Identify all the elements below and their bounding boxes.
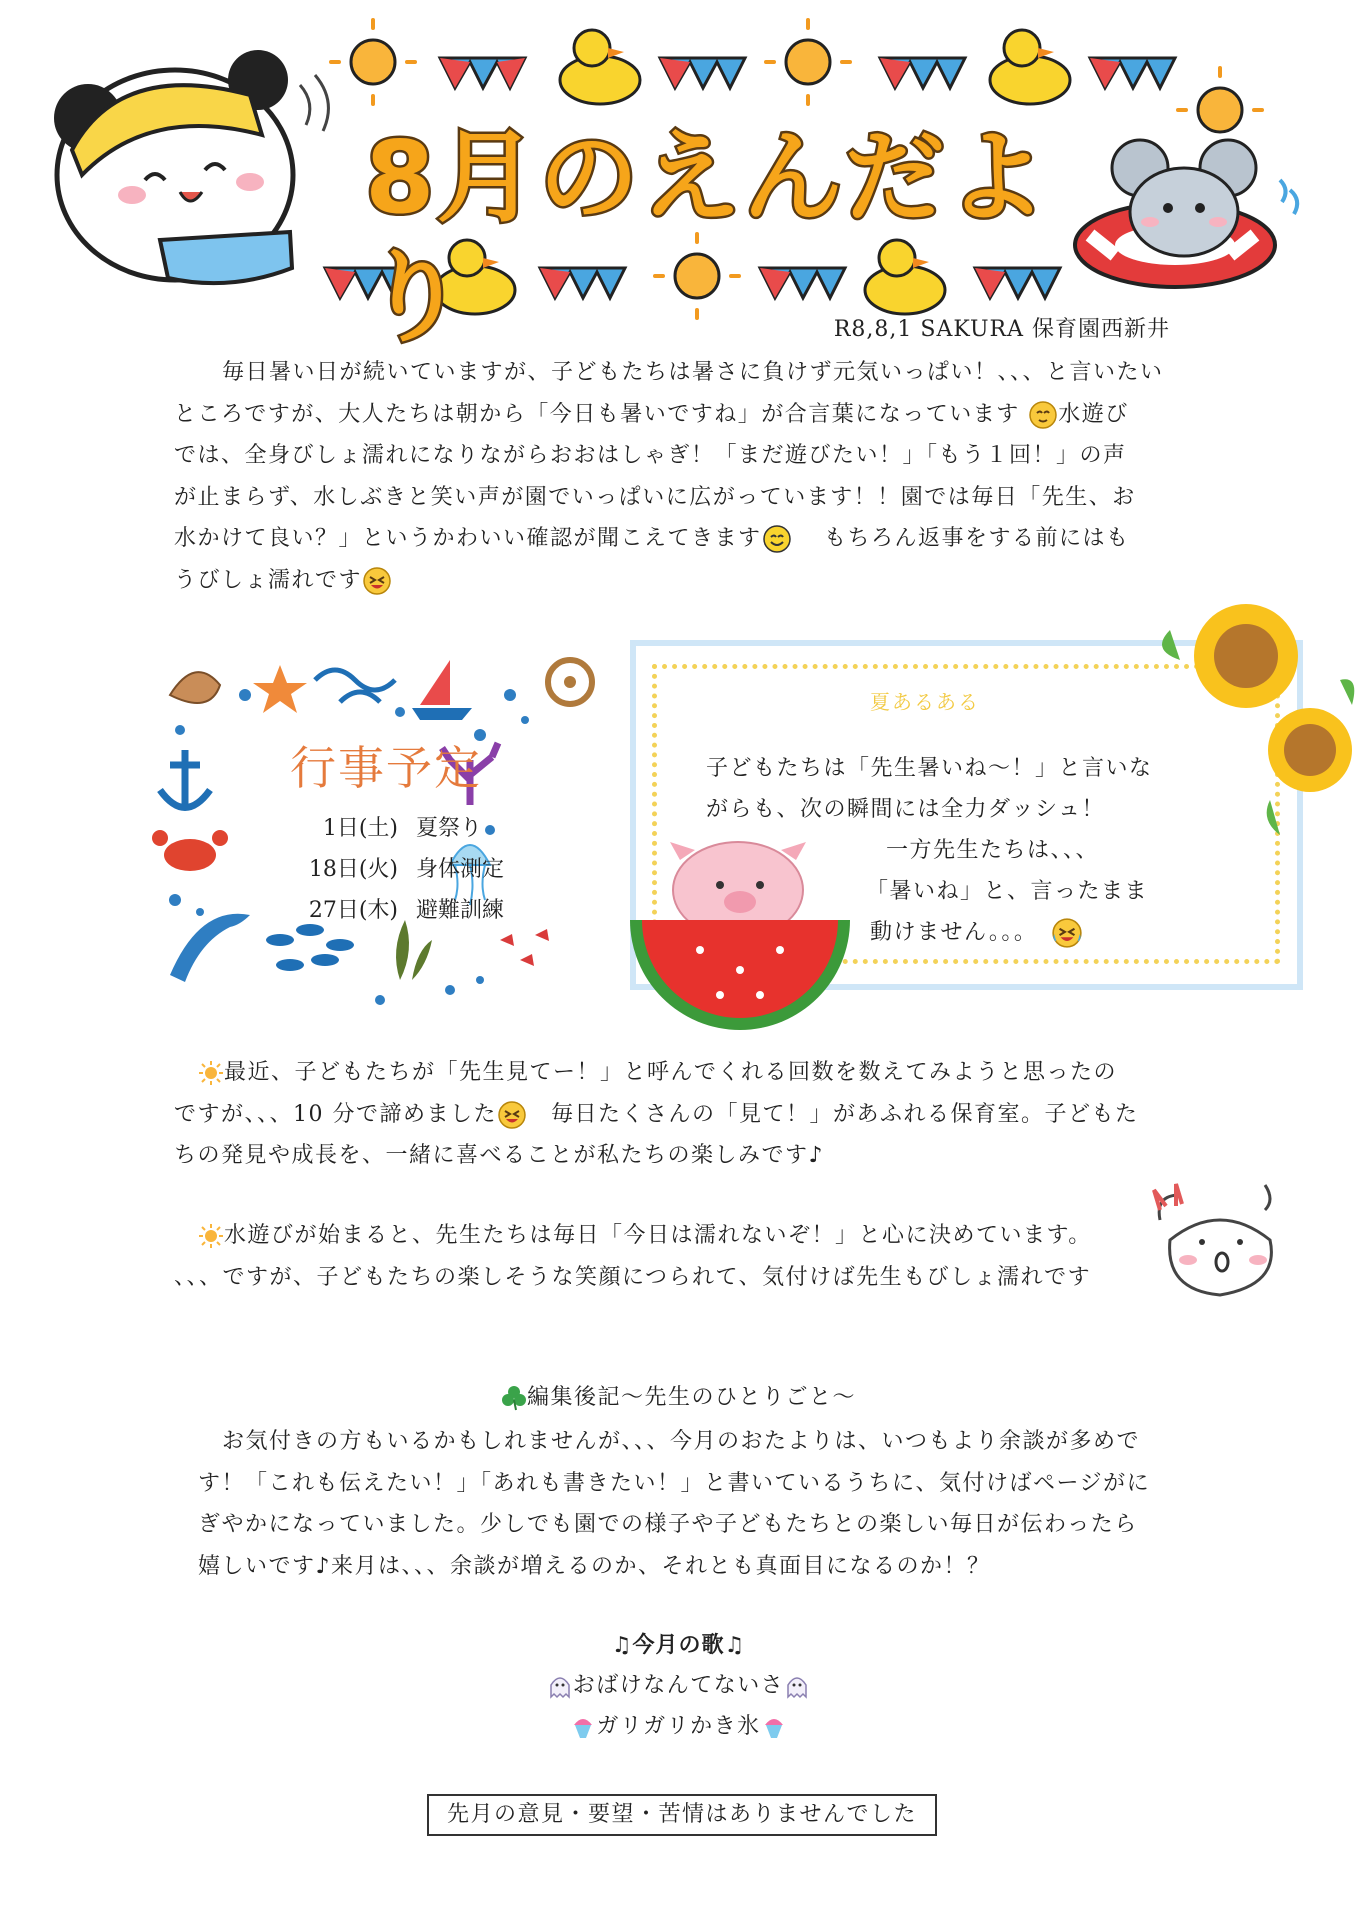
shell-pieces-icon [500,929,549,966]
summer-line: がらも、次の瞬間には全力ダッシュ！ [706,797,1106,822]
tears-of-joy-icon [1051,917,1083,949]
paragraph-water-play [174,1215,1173,1298]
laughing-face-icon [362,566,392,596]
smile-face-icon [762,524,792,554]
para3-line: 水遊びが始まると、先生たちは毎日「今日は濡れないぞ！」と心に決めています。 [224,1223,1092,1248]
song-name: ガリガリかき氷 [596,1714,761,1739]
intro-line: ところですが、大人たちは朝から「今日も暑いですね」が合言葉になっています [174,401,1020,427]
intro-paragraph [174,352,1173,601]
summer-box-title: 夏あるある [870,690,980,714]
summer-line: 子どもたちは「先生暑いね～！」と言いな [706,756,1153,781]
anchor-icon [160,750,210,810]
song-item [0,1709,1357,1740]
para2-line: ちの発見や成長を、一緒に喜べることが私たちの楽しみです♪ [174,1143,825,1168]
shaved-ice-icon [761,1714,787,1740]
sailboat-icon [412,660,472,720]
summer-line: 動けません。。。 [870,920,1038,945]
seashell-icon [170,672,220,703]
tears-of-joy-icon [497,1100,527,1130]
intro-line: では、全身びしょ濡れになりながらおおはしゃぎ！「まだ遊びたい！」「もう１回！」の声 [174,443,1127,468]
afterword-paragraph [198,1421,1173,1587]
sun-bullet-icon [198,1060,224,1086]
event-name: 避難訓練 [416,898,505,923]
ghost-icon [784,1673,810,1699]
event-item [274,890,534,931]
music-note-icon: ♫ [724,1632,746,1658]
sweat-face-icon [1028,400,1058,430]
ship-wheel-icon [548,660,592,704]
para2-line: 最近、子どもたちが「先生見てー！」と呼んでくれる回数を数えてみようと思ったの [224,1060,1118,1085]
intro-line: 水遊び [1058,401,1129,427]
event-item [274,849,534,890]
ghost-icon [547,1673,573,1699]
intro-line: うびしょ濡れです [174,567,363,593]
intro-line: が止まらず、水しぶきと笑い声が園でいっぱいに広がっています！！園では毎日「先生、お [174,484,1136,510]
intro-line: 水かけて良い？」というかわいい確認が聞こえてきます [174,526,762,551]
afterword-line: お気付きの方もいるかもしれませんが、、、今月のおたよりは、いつもより余談が多めで [222,1429,1141,1454]
song-title-text: 今月の歌 [632,1632,725,1658]
song-section-title [0,1628,1357,1659]
crab-icon [152,830,228,871]
starfish-icon [253,665,307,713]
clover-icon [501,1385,527,1411]
panda-mascot-icon [54,50,328,283]
summer-line: 一方先生たちは、、、 [886,838,1100,863]
date-and-school: R8,8,1 SAKURA 保育園西新井 [833,317,1170,342]
para3-line: 、、、ですが、子どもたちの楽しそうな笑顔につられて、気付けば先生もびしょ濡れです [174,1264,1092,1290]
pig-watermelon-icon [620,840,860,1035]
shaved-ice-icon [570,1714,596,1740]
event-name: 身体測定 [416,857,505,882]
event-item [274,808,534,849]
afterword-line: ぎやかになっていました。少しでも園での様子や子どもたちとの楽しい毎日が伝わったら [198,1512,1138,1537]
song-item [0,1668,1357,1699]
summer-line: 「暑いね」と、言ったまま [866,879,1149,904]
afterword-line: 嬉しいです♪来月は、、、余談が増えるのか、それとも真面目になるのか！？ [198,1553,991,1579]
wave-icon [315,670,395,702]
event-date: 27日(木) [308,898,398,923]
music-note-icon: ♫ [611,1632,633,1658]
feedback-notice-box: 先月の意見・要望・苦情はありませんでした [427,1794,937,1836]
event-date: 18日(火) [308,857,398,882]
mouse-swim-ring-icon [1075,140,1297,287]
fish-school-icon [266,924,354,971]
para2-line: ですが、、、10 分で諦めました [174,1101,497,1127]
afterword-title [0,1380,1357,1411]
dolphin-icon [170,914,250,982]
sunflower-icon [1150,600,1357,840]
events-list [274,808,534,931]
afterword-line: す！「これも伝えたい！」「あれも書きたい！」と書いているうちに、気付けばページがに [198,1470,1151,1496]
para2-line: 毎日たくさんの「見て！」があふれる保育室。子どもた [551,1101,1139,1127]
sun-bullet-icon [198,1223,224,1249]
intro-line: もちろん返事をする前にはも [824,526,1130,551]
paragraph-counting [174,1052,1173,1177]
page-title: 8月のえんだより [365,119,1049,356]
afterword-title-text: 編集後記～先生のひとりごと～ [526,1385,856,1410]
event-name: 夏祭り [416,816,483,841]
event-date: 1日(土) [322,816,398,841]
song-name: おばけなんてないさ [572,1673,785,1698]
intro-line: 毎日暑い日が続いていますが、子どもたちは暑さに負けず元気いっぱい！、、、と言いたい [222,360,1164,385]
surprised-face-icon [1140,1180,1290,1305]
events-title: 行事予定 [290,741,482,795]
